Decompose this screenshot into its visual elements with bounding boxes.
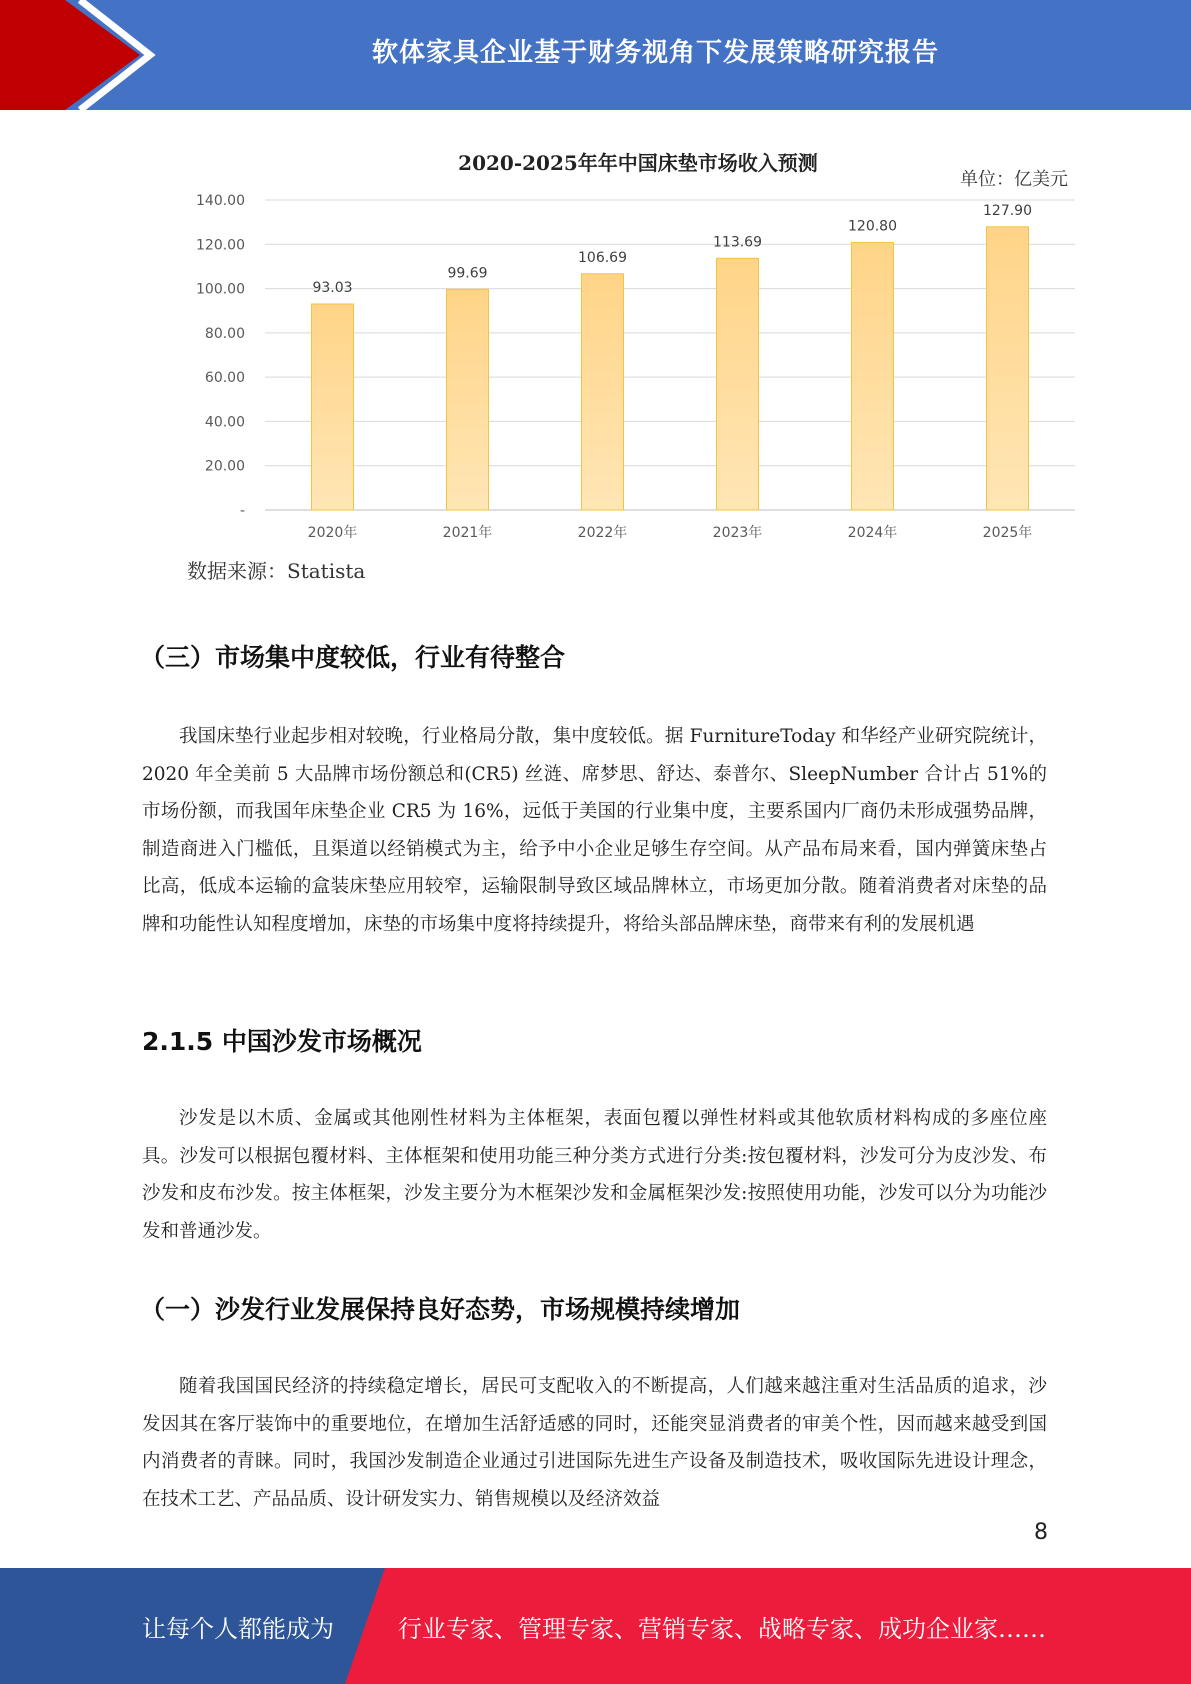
bar-chart-svg	[170, 140, 1090, 580]
bar-2023年	[717, 258, 759, 510]
y-tick-label: -	[239, 503, 245, 519]
y-tick-label: 80.00	[204, 325, 245, 342]
bar-2024年	[852, 243, 894, 510]
chart-source: 数据来源：Statista	[187, 559, 366, 583]
footer-slogan-right: 行业专家、管理专家、营销专家、战略专家、成功企业家……	[398, 1614, 1046, 1643]
bar-value-label: 93.03	[312, 280, 353, 297]
x-tick-label: 2022年	[577, 525, 628, 541]
bar-chart	[170, 140, 1090, 580]
bar-value-label: 99.69	[447, 265, 488, 282]
chart-title: 2020-2025年年中国床垫市场收入预测	[458, 151, 818, 175]
paragraph-sofa-growth: 随着我国国民经济的持续稳定增长，居民可支配收入的不断提高，人们越来越注重对生活品质的追求，沙发因其在客厅装饰中的重要地位，在增加生活舒适感的同时，还能突显消费者的审美个性，因而越来越受到国内消费者的青睐。同时，我国沙发制造企业通过引进国际先进生产设备及制造技术，吸收国际先进设计理念，在技术工艺、产品品质、设计研发实力、销售规模以及经济效益	[142, 1376, 1047, 1510]
x-tick-label: 2024年	[847, 525, 898, 541]
page-footer	[0, 1568, 1191, 1684]
bar-value-label: 113.69	[713, 234, 762, 251]
section-heading-sofa-growth: （一）沙发行业发展保持良好态势，市场规模持续增加	[140, 1295, 741, 1324]
paragraph-market-concentration: 我国床垫行业起步相对较晚，行业格局分散，集中度较低。据 FurnitureToday 和华经产业研究院统计，2020 年全美前 5 大品牌市场份额总和(CR5) 丝涟、席梦思、舒达、泰普尔、SleepNumber 合计占 51%的市场份额，而我国年床垫企业 CR5 为 16%，远低于美国的行业集中度，主要系国内厂商仍未形成强势品牌，制造商进入门槛低，且渠道以经销模式为主，给予中小企业足够生存空间。从产品布局来看，国内弹簧床垫占比高，低成本运输的盒装床垫应用较窄，运输限制导致区域品牌林立，市场更加分散。随着消费者对床垫的品牌和功能性认知程度增加，床垫的市场集中度将持续提升，将给头部品牌床垫，商带来有利的发展机遇	[142, 726, 1047, 935]
bar-value-label: 120.80	[848, 218, 897, 235]
x-tick-label: 2023年	[712, 525, 763, 541]
x-tick-label: 2025年	[982, 525, 1033, 541]
section-heading-market-concentration: （三）市场集中度较低，行业有待整合	[140, 643, 566, 672]
report-title: 软体家具企业基于财务视角下发展策略研究报告	[371, 37, 939, 68]
y-tick-label: 40.00	[204, 414, 245, 431]
bar-2022年	[582, 274, 624, 510]
y-tick-label: 20.00	[204, 458, 245, 475]
page-number: 8	[1034, 1520, 1048, 1545]
bar-2025年	[987, 227, 1029, 510]
bar-2021年	[447, 289, 489, 510]
chart-unit: 单位：亿美元	[960, 169, 1068, 190]
y-tick-label: 120.00	[196, 237, 245, 254]
footer-slogan-left: 让每个人都能成为	[142, 1614, 334, 1643]
y-tick-label: 140.00	[196, 193, 245, 209]
x-tick-label: 2021年	[442, 525, 493, 541]
page-header	[0, 0, 1191, 110]
bar-2020年	[312, 304, 354, 510]
bar-value-label: 106.69	[578, 249, 627, 266]
paragraph-sofa-overview: 沙发是以木质、金属或其他刚性材料为主体框架，表面包覆以弹性材料或其他软质材料构成的多座位座具。沙发可以根据包覆材料、主体框架和使用功能三种分类方式进行分类:按包覆材料，沙发可分为皮沙发、布沙发和皮布沙发。按主体框架，沙发主要分为木框架沙发和金属框架沙发:按照使用功能，沙发可以分为功能沙发和普通沙发。	[142, 1108, 1047, 1242]
section-heading-sofa-overview: 2.1.5 中国沙发市场概况	[142, 1027, 422, 1056]
y-tick-label: 60.00	[204, 370, 245, 387]
bar-value-label: 127.90	[983, 202, 1032, 219]
y-tick-label: 100.00	[196, 281, 245, 298]
x-tick-label: 2020年	[307, 525, 358, 541]
